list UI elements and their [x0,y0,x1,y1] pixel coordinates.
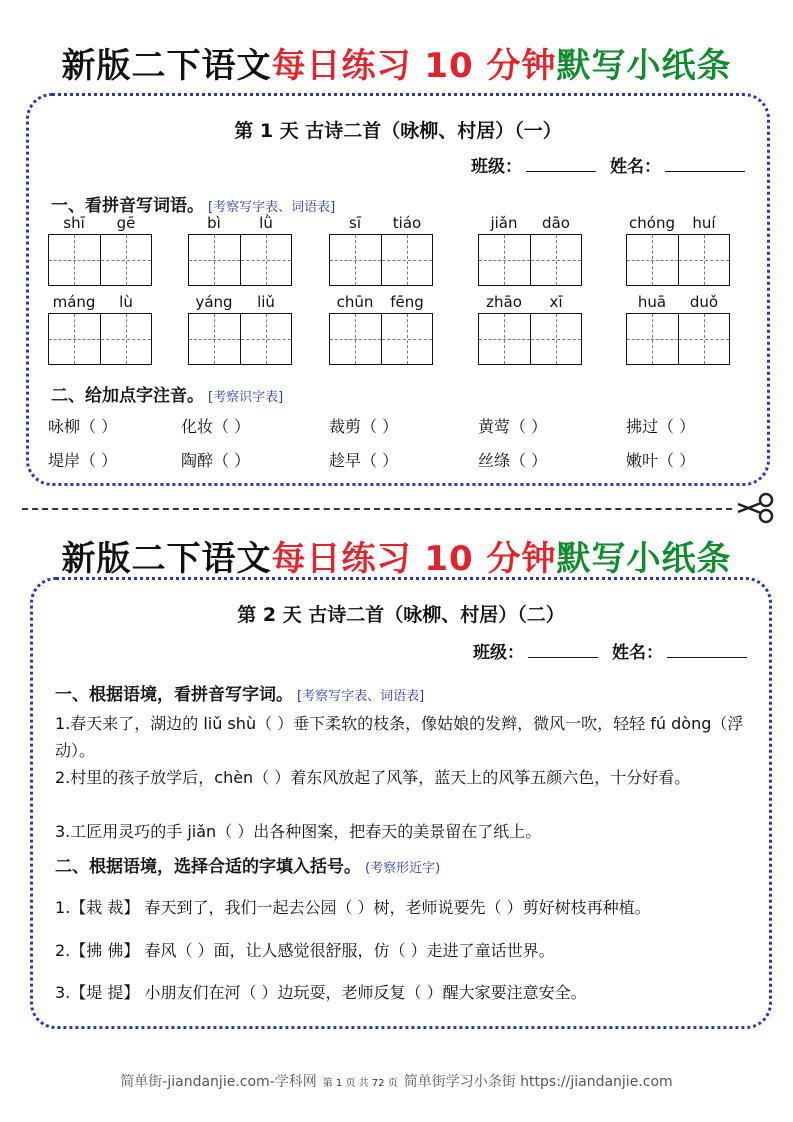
section-tag: (考察形近字) [365,861,441,876]
footer-left-text: 简单街-jiandanjie.com-学科网 [120,1074,317,1090]
pinyin-text: yáng [195,293,233,311]
pinyin-text: bì [207,214,221,232]
name-blank[interactable] [665,157,745,172]
tianzige-boxes[interactable] [478,313,582,365]
scissors-icon [735,492,777,524]
pinyin-text: sī [349,214,361,232]
pinyin-text: lǜ [259,214,273,232]
choice-question-2: 2.【拂 佛】 春风（ ）面，让人感觉很舒服，仿（ ）走进了童话世界。 [55,941,555,960]
pinyin-text: jiǎn [490,214,518,232]
question-paragraph-1: 1.春天来了，湖边的 liǔ shù（ ）垂下柔软的枝条，像姑娘的发辫，微风一吹，轻轻 fú dòng（浮动）。 [55,714,744,760]
zhuyin-item[interactable]: 丝绦（ ） [478,451,548,470]
headline-part2: 每日练习 10 分钟 [271,46,557,86]
pinyin-text: chóng [629,214,675,232]
section-tag: [考察写字表、词语表] [208,200,336,215]
section-heading: 二、根据语境，选择合适的字填入括号。 [55,857,361,877]
tianzige-boxes[interactable] [48,234,152,286]
day1-name-row [471,152,745,177]
headline-part1: 新版二下语文 [61,539,272,579]
section-heading: 一、根据语境，看拼音写字词。 [55,685,293,705]
day1-section2-title [51,381,283,406]
headline-part3: 默写小纸条 [556,46,732,86]
page-number: 第 1 页 共 72 页 [322,1078,398,1089]
day2-section1-title [55,680,424,705]
pinyin-item [48,293,152,365]
name-label: 姓名： [612,643,663,663]
headline-part1: 新版二下语文 [61,46,272,86]
question-paragraph-2: 2.村里的孩子放学后，chèn（ ）着东风放起了风筝，蓝天上的风筝五颜六色，十分好看。 [55,768,691,787]
pinyin-text: zhāo [486,293,522,311]
day2-title: 第 2 天 古诗二首（咏柳、村居）（二） [237,604,565,626]
section-tag: [考察识字表] [208,390,284,405]
headline-top [0,38,793,87]
zhuyin-item[interactable]: 趁早（ ） [329,451,399,470]
pinyin-item [188,293,292,365]
day2-name-row [473,638,747,663]
class-label: 班级： [473,643,524,663]
zhuyin-item[interactable]: 嫩叶（ ） [626,451,696,470]
pinyin-text: máng [52,293,96,311]
zhuyin-item[interactable]: 裁剪（ ） [329,417,399,436]
headline-part2: 每日练习 10 分钟 [271,539,557,579]
pinyin-text: duǒ [689,293,719,311]
pinyin-item [329,293,433,365]
headline-part3: 默写小纸条 [556,539,732,579]
tianzige-boxes[interactable] [478,234,582,286]
class-blank[interactable] [528,643,598,658]
day1-section1-title [51,191,335,216]
pinyin-text: huā [637,293,667,311]
pinyin-item [478,214,582,286]
question-paragraph-3: 3.工匠用灵巧的手 jiǎn（ ）出各种图案，把春天的美景留在了纸上。 [55,822,542,841]
zhuyin-item[interactable]: 黄莺（ ） [478,417,548,436]
pinyin-text: huí [692,214,716,232]
worksheet-card-day2 [30,577,772,1029]
pinyin-text: liǔ [257,293,275,311]
tianzige-boxes[interactable] [329,313,433,365]
choice-question-1: 1.【栽 裁】 春天到了，我们一起去公园（ ）树，老师说要先（ ）剪好树枝再种植。 [55,898,651,917]
section-tag: [考察写字表、词语表] [297,689,425,704]
pinyin-item [329,214,433,286]
pinyin-item [188,214,292,286]
pinyin-item [48,214,152,286]
choice-question-3: 3.【堤 提】 小朋友们在河（ ）边玩耍，老师反复（ ）醒大家要注意安全。 [55,983,587,1002]
pinyin-item [626,214,730,286]
day1-title: 第 1 天 古诗二首（咏柳、村居）（一） [234,120,562,142]
page-footer [0,1071,793,1091]
class-label: 班级： [471,157,522,177]
pinyin-text: dāo [542,214,570,232]
pinyin-item [626,293,730,365]
pinyin-text: lù [119,293,133,311]
tianzige-boxes[interactable] [626,313,730,365]
pinyin-item [478,293,582,365]
name-blank[interactable] [667,643,747,658]
tianzige-boxes[interactable] [188,313,292,365]
section-heading: 一、看拼音写词语。 [51,196,204,216]
day2-section2-title [55,852,440,877]
zhuyin-item[interactable]: 堤岸（ ） [48,451,118,470]
tianzige-boxes[interactable] [48,313,152,365]
pinyin-text: fēng [390,293,424,311]
pinyin-text: tiáo [392,214,422,232]
pinyin-text: xī [549,293,563,311]
tianzige-boxes[interactable] [188,234,292,286]
zhuyin-item[interactable]: 化妆（ ） [181,417,251,436]
zhuyin-item[interactable]: 拂过（ ） [626,417,696,436]
headline-bottom [0,531,793,580]
pinyin-text: gē [116,214,136,232]
footer-right-text: 简单街学习小条街 https://jiandanjie.com [403,1074,673,1090]
section-heading: 二、给加点字注音。 [51,386,204,406]
worksheet-card-day1 [26,93,770,486]
name-label: 姓名： [610,157,661,177]
pinyin-text: chūn [336,293,374,311]
cut-line [22,508,732,510]
zhuyin-item[interactable]: 咏柳（ ） [48,417,118,436]
tianzige-boxes[interactable] [329,234,433,286]
class-blank[interactable] [526,157,596,172]
tianzige-boxes[interactable] [626,234,730,286]
pinyin-text: shī [63,214,85,232]
zhuyin-item[interactable]: 陶醉（ ） [181,451,251,470]
